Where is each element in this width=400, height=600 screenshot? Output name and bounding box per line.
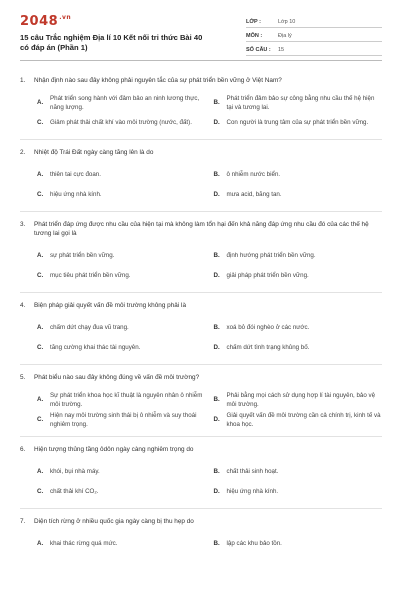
option-text: lập các khu bảo tồn.: [226, 540, 282, 548]
question: [20, 76, 382, 140]
question: [20, 373, 382, 437]
answer-option[interactable]: [214, 93, 383, 113]
option-letter: D.: [213, 416, 220, 424]
answer-option[interactable]: [37, 462, 206, 482]
option-text: tăng cường khai thác tài nguyên.: [50, 344, 141, 352]
option-letter: C.: [37, 416, 44, 424]
answer-option[interactable]: [214, 482, 383, 502]
option-letter: C.: [37, 488, 44, 496]
meta-value: Lớp 10: [278, 19, 296, 25]
option-text: Giảm phát thải chất khí vào môi trường (nước, đất).: [50, 119, 192, 127]
option-letter: D.: [213, 488, 220, 496]
option-grid: [20, 462, 382, 502]
question-text: Nhận định nào sau đây không phải nguyên tắc của sự phát triển bền vững ở Việt Nam?: [34, 77, 282, 84]
answer-option[interactable]: [214, 318, 383, 338]
question: [20, 445, 382, 509]
answer-option[interactable]: [214, 338, 383, 358]
option-text: khai thác rừng quá mức.: [50, 540, 118, 548]
option-letter: A.: [37, 396, 44, 404]
option-text: chất thải khí CO₂.: [50, 488, 99, 496]
option-letter: A.: [37, 99, 44, 107]
question-divider: [20, 292, 382, 293]
question-number: 7.: [20, 518, 26, 525]
meta-row: [246, 42, 382, 56]
option-text: Phát triển đảm bảo sự công bằng nhu cầu thế hệ hiện tại và tương lai.: [226, 94, 375, 111]
answer-option[interactable]: [37, 185, 206, 205]
option-text: Phải bằng mọi cách sử dụng hợp lí tài nguyên, bảo vệ môi trường.: [226, 391, 376, 408]
option-grid: [20, 93, 382, 133]
document-title: 15 câu Trắc nghiệm Địa lí 10 Kết nối tri thức Bài 40 có đáp án (Phần 1): [20, 33, 203, 52]
option-text: chấm dứt chạy đua vũ trang.: [50, 324, 129, 332]
option-letter: A.: [37, 252, 44, 260]
option-letter: D.: [213, 272, 220, 280]
option-text: Giải quyết vấn đề môi trường cần cả chính trị, kinh tế và khoa học.: [226, 411, 381, 428]
answer-option[interactable]: [214, 534, 383, 554]
question-title: [20, 373, 382, 382]
option-letter: C.: [37, 191, 44, 199]
option-letter: D.: [213, 344, 220, 352]
answer-option[interactable]: [37, 410, 206, 430]
option-text: ô nhiễm nước biển.: [226, 171, 281, 179]
answer-option[interactable]: [37, 113, 206, 133]
answer-option[interactable]: [214, 410, 383, 430]
option-text: thiên tai cực đoan.: [50, 171, 101, 179]
question-title: [20, 445, 382, 454]
question-divider: [20, 364, 382, 365]
question-title: [20, 517, 382, 526]
question-text: Biện pháp giải quyết vấn đề môi trường không phải là: [34, 302, 187, 309]
question-text: Hiện tượng thủng tầng ôdôn ngày càng nghiêm trọng do: [34, 446, 194, 453]
meta-label: SỐ CÂU :: [246, 47, 271, 53]
answer-option[interactable]: [37, 165, 206, 185]
option-text: hiệu ứng nhà kính.: [50, 191, 102, 199]
answer-option[interactable]: [37, 93, 206, 113]
meta-value: 15: [278, 47, 285, 53]
answer-option[interactable]: [214, 390, 383, 410]
option-letter: B.: [213, 171, 220, 179]
answer-option[interactable]: [37, 390, 206, 410]
document-meta: [246, 14, 382, 56]
meta-row: [246, 28, 382, 42]
option-text: hiệu ứng nhà kính.: [226, 488, 279, 496]
question-divider: [20, 436, 382, 437]
answer-option[interactable]: [214, 246, 383, 266]
question-number: 4.: [20, 302, 26, 309]
option-text: xoá bỏ đói nghèo ở các nước.: [226, 324, 310, 332]
question-divider: [20, 211, 382, 212]
answer-option[interactable]: [214, 165, 383, 185]
question: [20, 517, 382, 554]
option-text: chất thải sinh hoạt.: [226, 468, 279, 476]
option-letter: B.: [213, 252, 220, 260]
answer-option[interactable]: [37, 534, 206, 554]
question-text: Phát biểu nào sau đây không đúng về vấn đề môi trường?: [34, 374, 200, 381]
option-text: Sự phát triển khoa học kĩ thuật là nguyên nhân ô nhiễm môi trường.: [50, 391, 203, 408]
option-text: Con người là trung tâm của sự phát triển bền vững.: [226, 119, 369, 127]
question-text: Nhiệt độ Trái Đất ngày càng tăng lên là do: [34, 149, 154, 156]
option-text: giải pháp phát triển bền vững.: [226, 272, 309, 280]
answer-option[interactable]: [214, 113, 383, 133]
question-text: Diện tích rừng ở nhiều quốc gia ngày càng bị thu hẹp do: [34, 518, 194, 525]
answer-option[interactable]: [214, 266, 383, 286]
question: [20, 148, 382, 212]
option-letter: A.: [37, 324, 44, 332]
option-text: Phát triển song hành với đảm bảo an ninh lương thực, năng lượng.: [50, 94, 200, 111]
option-letter: A.: [37, 171, 44, 179]
option-letter: C.: [37, 119, 44, 127]
question-text: Phát triển đáp ứng được nhu cầu của hiện tại mà không làm tổn hại đến khả năng đáp ứng nhu cầu đó của các thế hệ tương lai gọi là: [34, 221, 369, 237]
answer-option[interactable]: [37, 318, 206, 338]
question-number: 2.: [20, 149, 26, 156]
option-letter: B.: [213, 99, 220, 107]
option-letter: D.: [213, 119, 220, 127]
question-number: 3.: [20, 221, 26, 228]
answer-option[interactable]: [37, 338, 206, 358]
answer-option[interactable]: [37, 266, 206, 286]
meta-value: Địa lý: [278, 33, 292, 39]
question: [20, 220, 382, 293]
option-grid: [20, 246, 382, 286]
option-text: chấm dứt tình trạng khủng bố.: [226, 344, 310, 352]
question-title: [20, 76, 382, 85]
meta-row: [246, 14, 382, 28]
question-number: 5.: [20, 374, 26, 381]
option-letter: A.: [37, 540, 44, 548]
option-letter: B.: [213, 468, 220, 476]
option-text: mục tiêu phát triển bền vững.: [50, 272, 131, 280]
option-letter: B.: [213, 396, 220, 404]
option-grid: [20, 534, 382, 554]
answer-option[interactable]: [37, 482, 206, 502]
option-grid: [20, 318, 382, 358]
option-grid: [20, 390, 382, 430]
option-letter: C.: [37, 344, 44, 352]
option-letter: C.: [37, 272, 44, 280]
option-grid: [20, 165, 382, 205]
question-title: [20, 220, 382, 238]
question-number: 6.: [20, 446, 26, 453]
question-list: [20, 76, 382, 554]
question-divider: [20, 139, 382, 140]
option-letter: B.: [213, 324, 220, 332]
answer-option[interactable]: [37, 246, 206, 266]
answer-option[interactable]: [214, 185, 383, 205]
question-number: 1.: [20, 77, 26, 84]
option-letter: D.: [213, 191, 220, 199]
answer-option[interactable]: [214, 462, 383, 482]
option-letter: B.: [213, 540, 220, 548]
meta-label: MÔN :: [246, 33, 263, 39]
site-logo[interactable]: $2048^{.vn}$: [20, 14, 72, 29]
meta-label: LỚP :: [246, 19, 261, 25]
document-header: [20, 0, 382, 61]
question-divider: [20, 508, 382, 509]
option-letter: A.: [37, 468, 44, 476]
option-text: khói, bụi nhà máy.: [50, 468, 100, 476]
option-text: mưa acid, băng tan.: [226, 191, 282, 199]
option-text: sự phát triển bền vững.: [50, 252, 115, 260]
option-text: Hiện nay môi trường sinh thái bị ô nhiễm và suy thoái nghiêm trọng.: [50, 411, 197, 428]
question-title: [20, 301, 382, 310]
question: [20, 301, 382, 365]
option-text: định hướng phát triển bền vững.: [226, 252, 316, 260]
question-title: [20, 148, 382, 157]
